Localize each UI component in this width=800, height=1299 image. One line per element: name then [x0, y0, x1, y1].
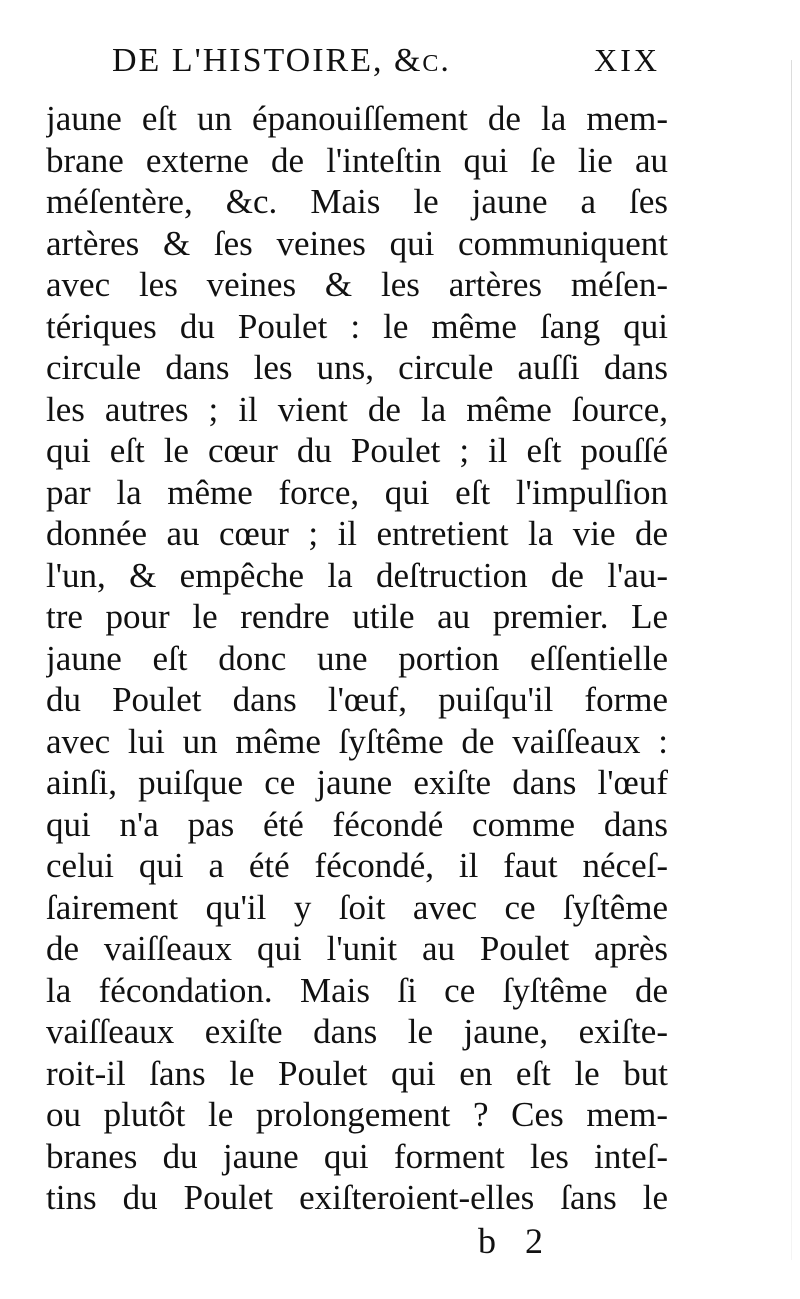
text-line: jaune eſt donc une portion eſſentielle — [46, 638, 668, 678]
text-line: avec lui un même ſyſtême de vaiſſeaux : — [46, 721, 668, 761]
text-line: tins du Poulet exiſteroient-elles ſans le — [46, 1178, 668, 1217]
text-line: artères & ſes veines qui communiquent — [46, 223, 668, 263]
text-line: l'un, & empêche la deſtruction de l'au- — [46, 555, 668, 595]
text-line: qui n'a pas été fécondé comme dans — [46, 804, 668, 844]
body-text — [46, 98, 668, 1219]
page-edge-shadow — [791, 60, 792, 1260]
text-line: branes du jaune qui forment les inteſ- — [46, 1136, 668, 1176]
text-line: circule dans les uns, circule auſſi dans — [46, 348, 668, 387]
text-line: ou plutôt le prolongement ? Ces mem- — [46, 1095, 668, 1134]
running-head — [112, 42, 660, 94]
text-line: qui eſt le cœur du Poulet ; il eſt pouſſé — [46, 431, 668, 470]
text-line: méſentère, &c. Mais le jaune a ſes — [46, 182, 668, 221]
text-line: de vaiſſeaux qui l'unit au Poulet après — [46, 929, 668, 968]
text-line: roit-il ſans le Poulet qui en eſt le but — [46, 1053, 668, 1093]
page-number: XIX — [594, 42, 660, 78]
text-line: donnée au cœur ; il entretient la vie de — [46, 514, 668, 553]
text-line: les autres ; il vient de la même ſource, — [46, 389, 668, 429]
text-line: brane externe de l'inteſtin qui ſe lie au — [46, 140, 668, 180]
text-line: ſairement qu'il y ſoit avec ce ſyſtême — [46, 887, 668, 927]
running-head-title: DE L'HISTOIRE, &c. — [112, 42, 451, 79]
text-line: tre pour le rendre utile au premier. Le — [46, 597, 668, 636]
text-line: jaune eſt un épanouiſſement de la mem- — [46, 99, 668, 138]
signature-mark: b 2 — [478, 1221, 553, 1261]
text-line: avec les veines & les artères méſen- — [46, 265, 668, 304]
text-line: par la même force, qui eſt l'impulſion — [46, 472, 668, 512]
text-line: celui qui a été fécondé, il faut néceſ- — [46, 846, 668, 885]
text-line: du Poulet dans l'œuf, puiſqu'il forme — [46, 680, 668, 719]
text-line: la fécondation. Mais ſi ce ſyſtême de — [46, 970, 668, 1010]
text-line: vaiſſeaux exiſte dans le jaune, exiſte- — [46, 1012, 668, 1051]
text-line: tériques du Poulet : le même ſang qui — [46, 306, 668, 346]
text-line: ainſi, puiſque ce jaune exiſte dans l'œuf — [46, 763, 668, 802]
